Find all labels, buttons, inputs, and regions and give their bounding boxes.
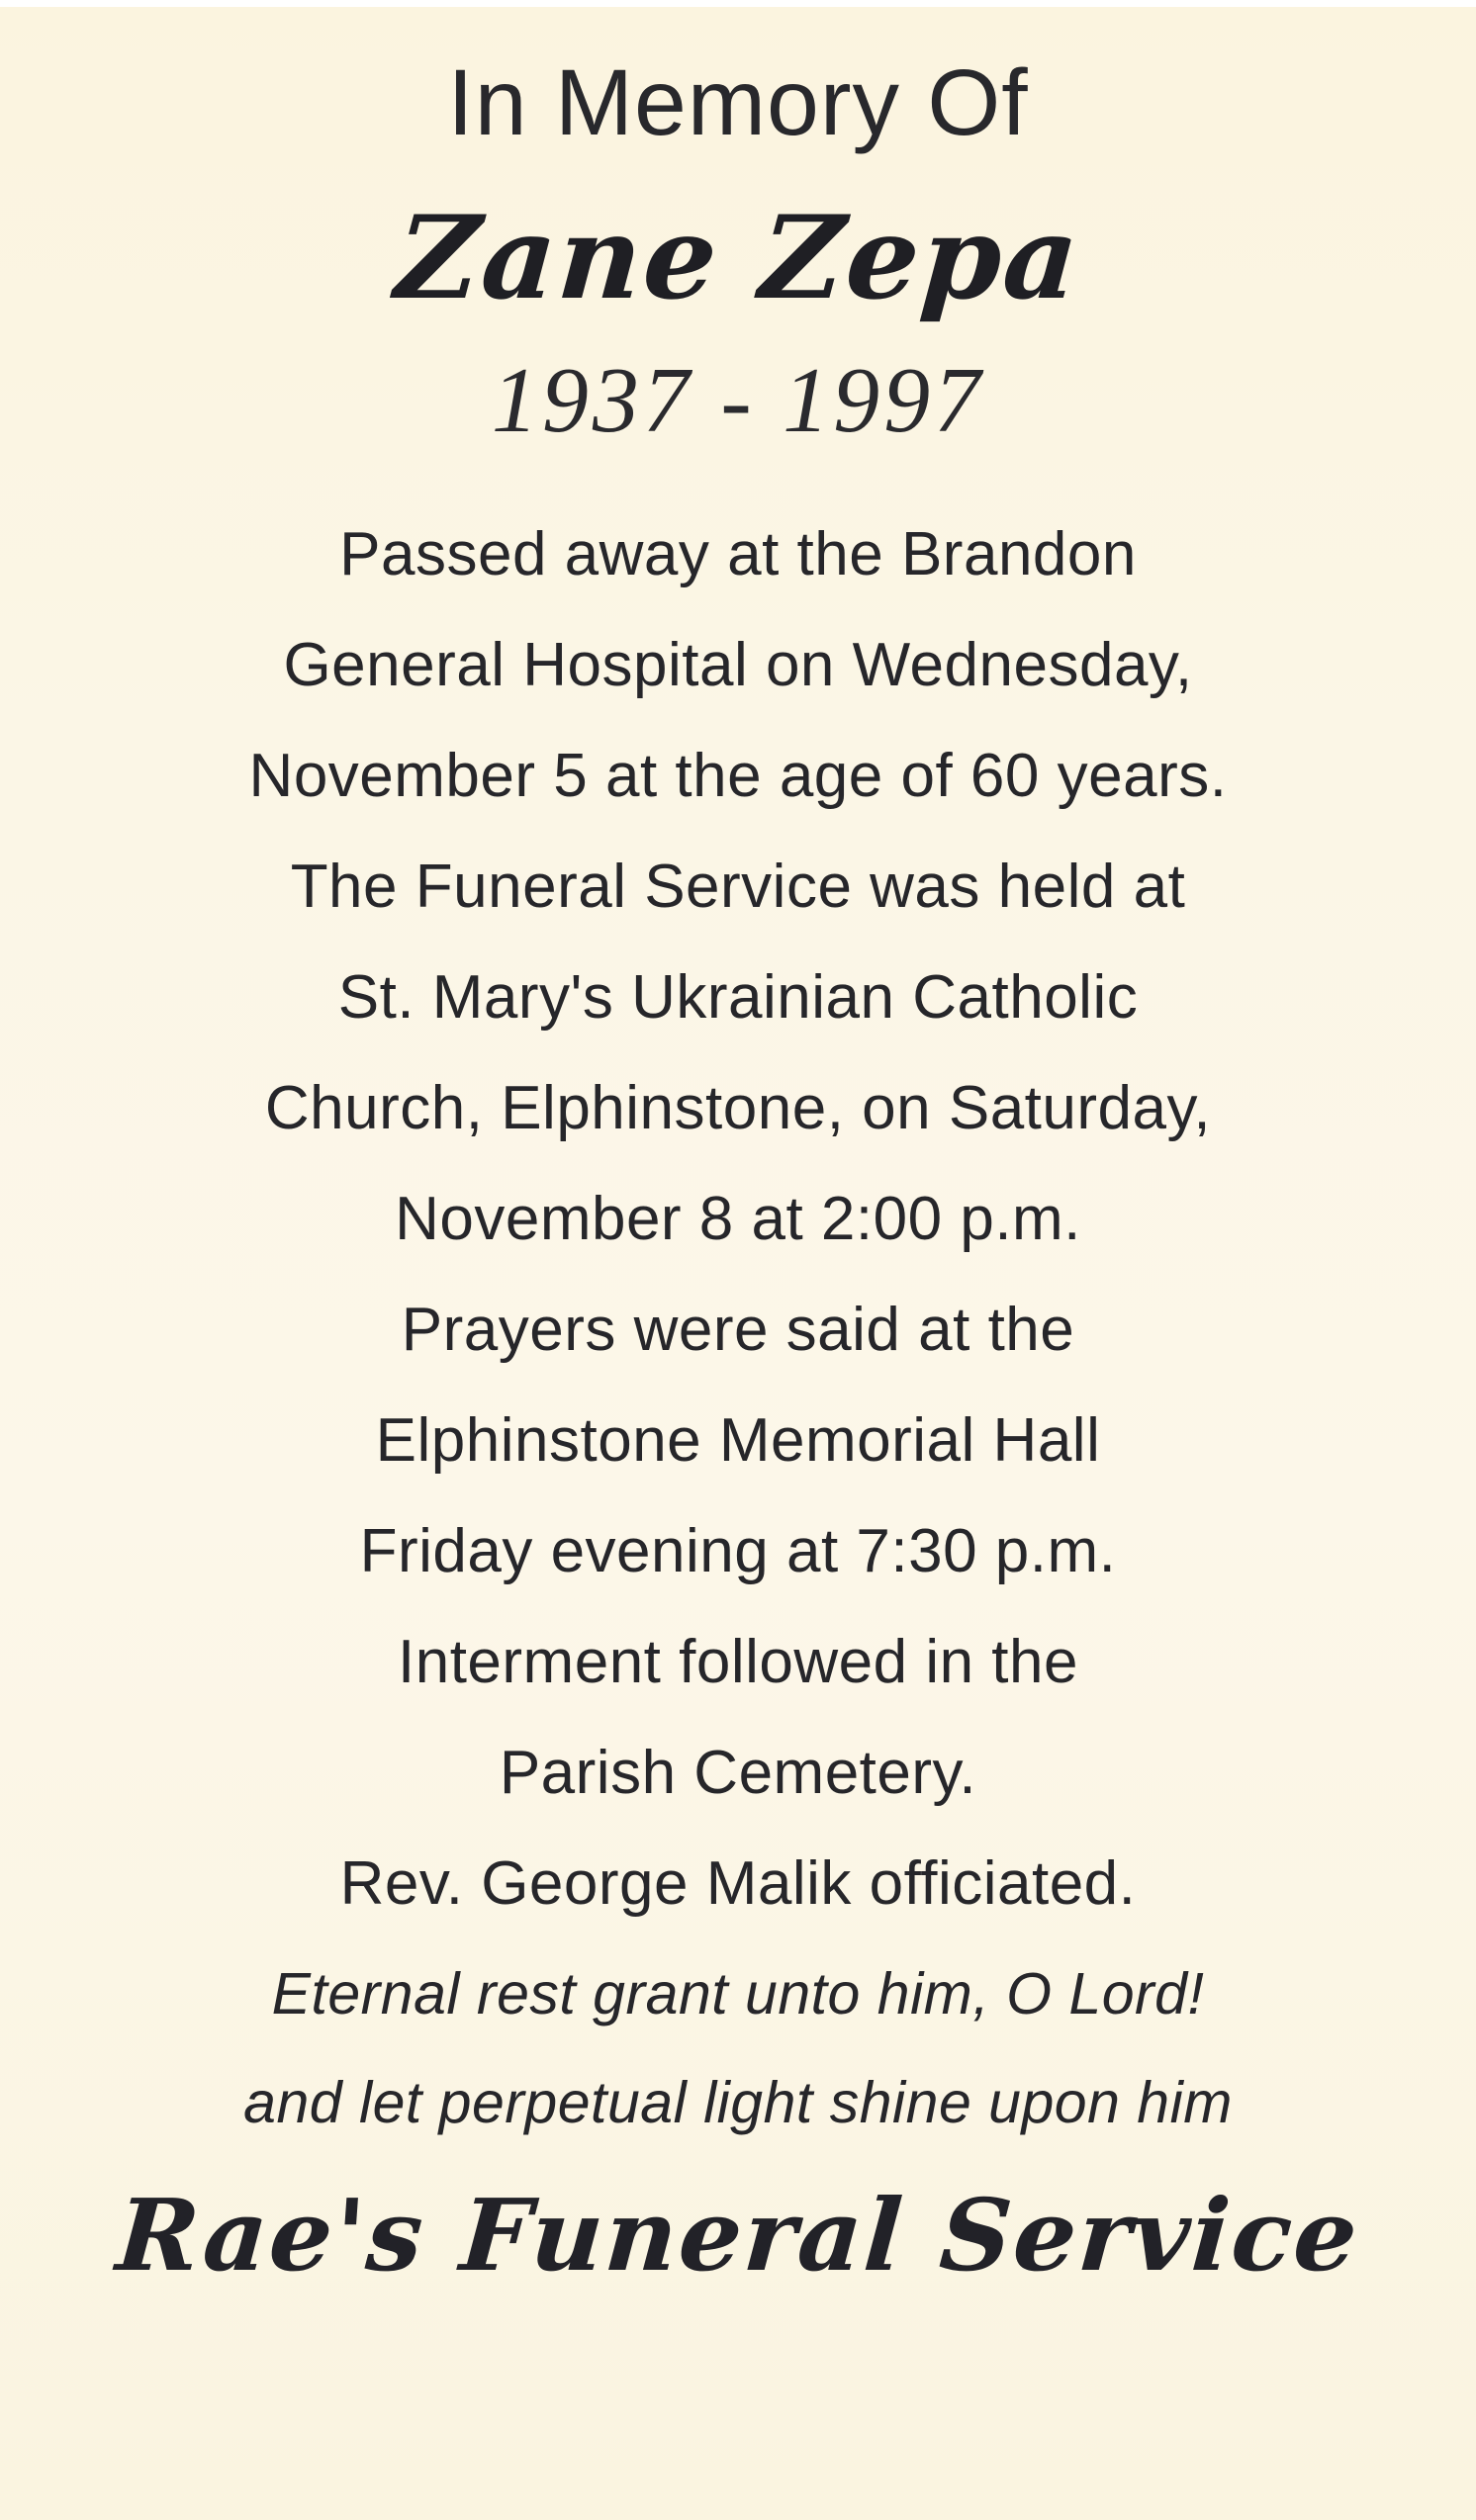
deceased-name: Zane Zepa [391,190,1085,325]
obituary-line: Passed away at the Brandon [339,520,1137,589]
life-years: 1937 - 1997 [491,348,985,452]
obituary-line: The Funeral Service was held at [290,853,1186,922]
obituary-line: Prayers were said at the [401,1296,1075,1365]
epitaph-line: and let perpetual light shine upon him [243,2070,1233,2136]
epitaph [0,1939,1476,2157]
obituary-text [0,499,1476,1939]
obituary-line: November 8 at 2:00 p.m. [395,1185,1081,1254]
obituary-line: Rev. George Malik officiated. [339,1849,1137,1919]
epitaph-line: Eternal rest grant unto him, O Lord! [271,1961,1205,2027]
obituary-line: November 5 at the age of 60 years. [248,742,1228,811]
card-title: In Memory Of [447,50,1029,155]
obituary-line: Elphinstone Memorial Hall [375,1406,1101,1476]
obituary-line: General Hospital on Wednesday, [283,631,1193,700]
obituary-line: Friday evening at 7:30 p.m. [359,1517,1117,1586]
obituary-line: Church, Elphinstone, on Saturday, [264,1074,1212,1143]
obituary-line: Interment followed in the [398,1628,1078,1697]
funeral-home-name: Rae's Funeral Service [113,2177,1363,2295]
obituary-line: Parish Cemetery. [499,1739,977,1808]
obituary-line: St. Mary's Ukrainian Catholic [337,963,1139,1033]
